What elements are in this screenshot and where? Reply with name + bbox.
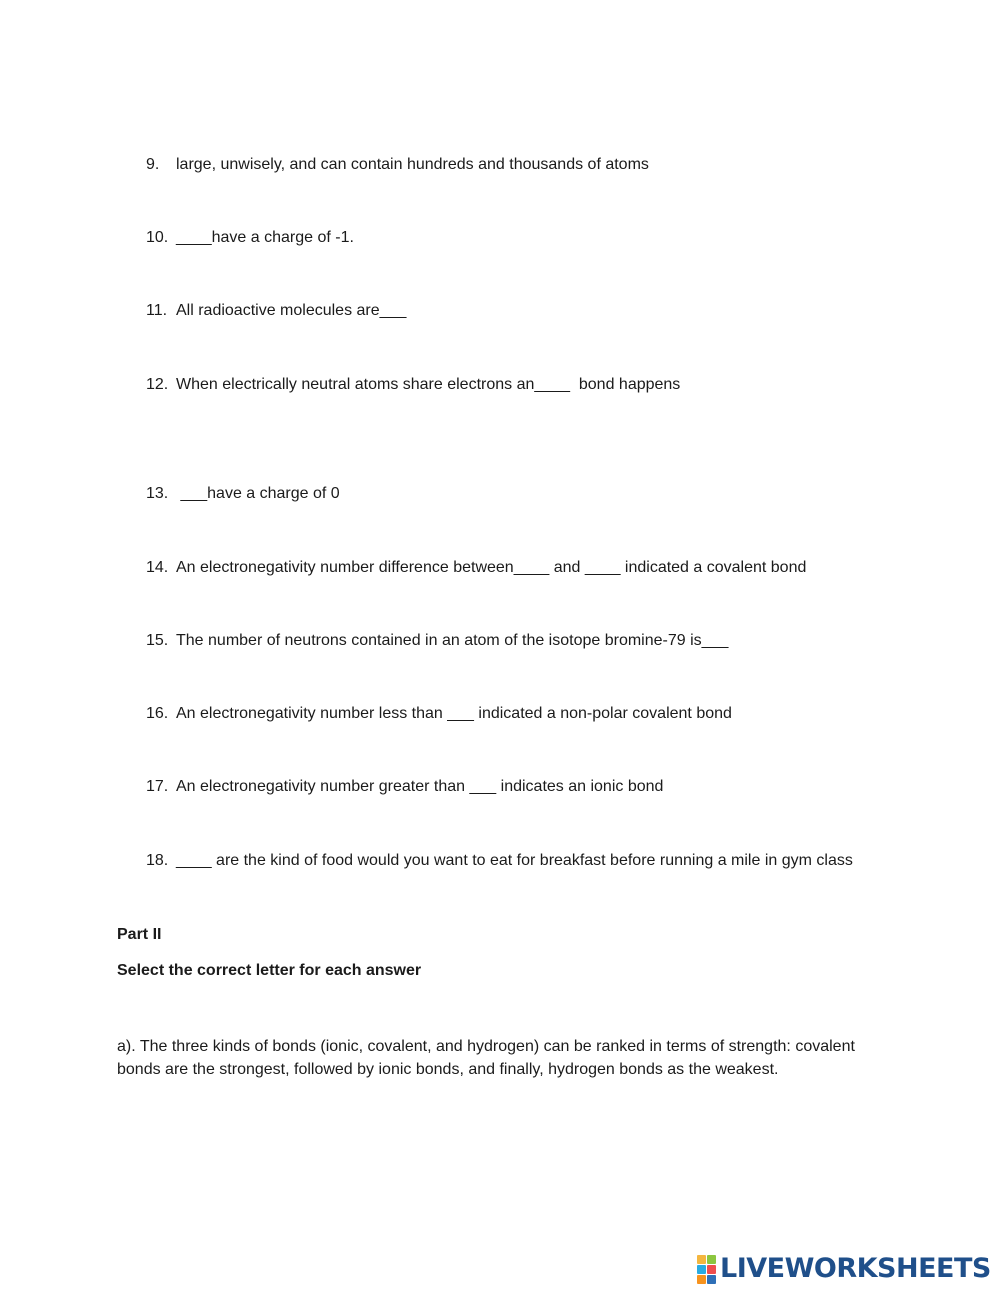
question-14 — [146, 558, 806, 578]
question-number: 18. — [146, 852, 169, 869]
question-text: An electronegativity number difference between____ and ____ indicated a covalent bond — [176, 559, 807, 576]
question-10 — [146, 228, 354, 248]
question-number: 16. — [146, 705, 169, 722]
question-text: The number of neutrons contained in an atom of the isotope bromine-79 is___ — [176, 632, 729, 649]
question-17 — [146, 777, 663, 797]
logo-mark-icon — [697, 1255, 716, 1284]
logo-block — [707, 1275, 716, 1284]
question-12 — [146, 375, 680, 395]
logo-text: LIVEWORKSHEETS — [720, 1253, 991, 1284]
part-title: Part II — [117, 926, 162, 943]
question-text: All radioactive molecules are___ — [176, 302, 407, 319]
question-number: 14. — [146, 559, 169, 576]
question-text: An electronegativity number greater than ___ indicates an ionic bond — [176, 778, 664, 795]
logo-block — [697, 1255, 706, 1264]
question-text: ___have a charge of 0 — [176, 485, 340, 502]
question-number: 9. — [146, 156, 160, 173]
part-instruction: Select the correct letter for each answer — [117, 962, 422, 979]
logo-block — [707, 1255, 716, 1264]
question-9 — [146, 155, 649, 175]
question-number: 13. — [146, 485, 169, 502]
liveworksheets-logo — [697, 1254, 991, 1284]
logo-block — [697, 1265, 706, 1274]
question-number: 15. — [146, 632, 169, 649]
question-11 — [146, 301, 406, 321]
question-15 — [146, 631, 728, 651]
logo-block — [697, 1275, 706, 1284]
question-number: 11. — [146, 302, 168, 319]
question-13 — [146, 484, 340, 504]
question-text: When electrically neutral atoms share electrons an____ bond happens — [176, 376, 681, 393]
question-number: 12. — [146, 376, 169, 393]
question-text: An electronegativity number less than ___ indicated a non-polar covalent bond — [176, 705, 732, 722]
question-number: 10. — [146, 229, 169, 246]
logo-block — [707, 1265, 716, 1274]
question-text: ____have a charge of -1. — [176, 229, 354, 246]
question-text: ____ are the kind of food would you want to eat for breakfast before running a mile in gym class — [176, 852, 853, 869]
question-text: large, unwisely, and can contain hundreds and thousands of atoms — [176, 156, 649, 173]
question-number: 17. — [146, 778, 169, 795]
answer-paragraph: a). The three kinds of bonds (ionic, covalent, and hydrogen) can be ranked in terms of strength: covalent bonds are the strongest, followed by ionic bonds, and finally, hydrogen bonds as the weakest. — [117, 1038, 855, 1078]
question-18 — [146, 851, 853, 871]
question-16 — [146, 704, 732, 724]
